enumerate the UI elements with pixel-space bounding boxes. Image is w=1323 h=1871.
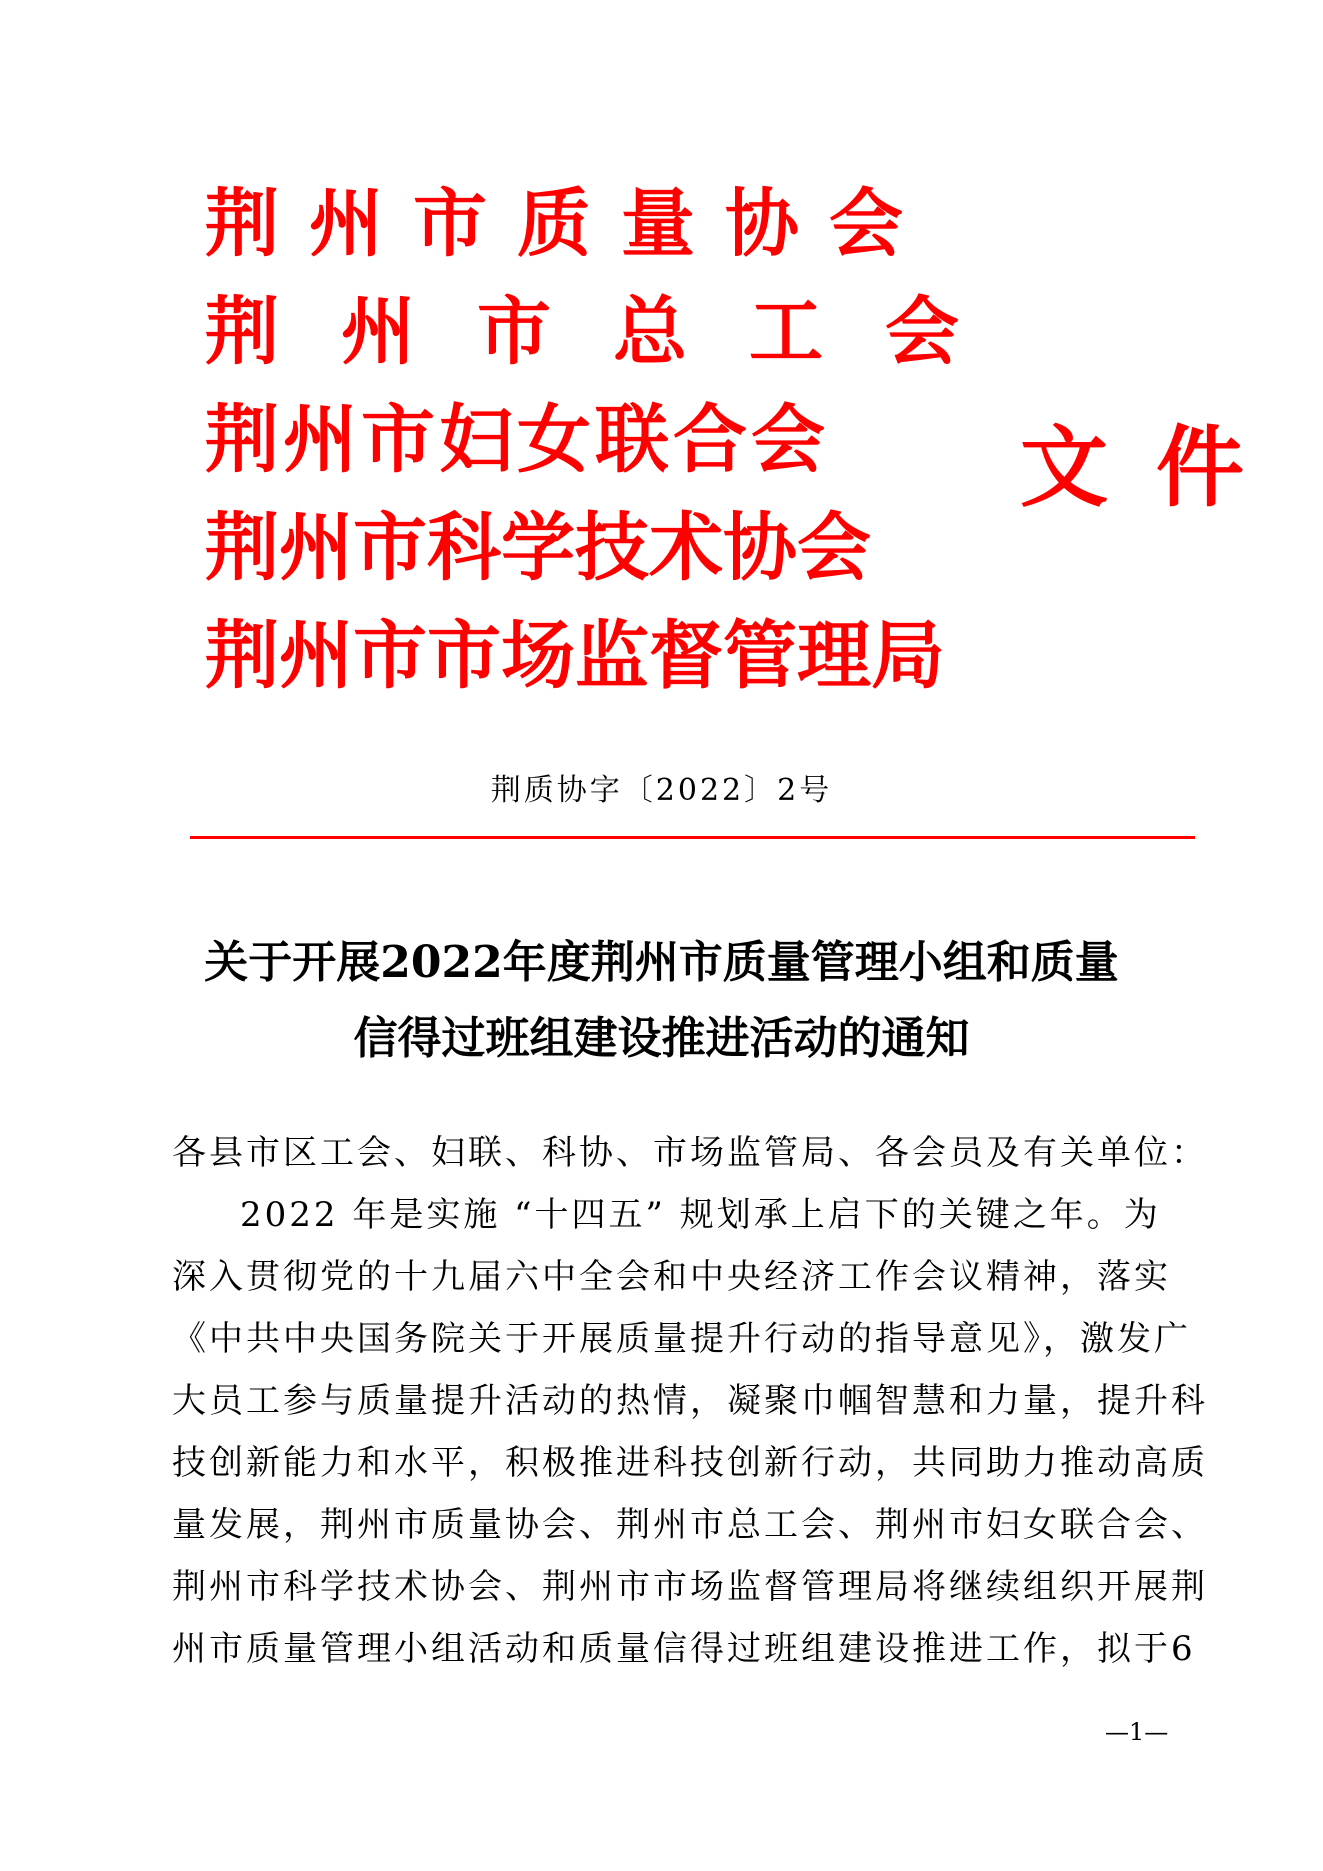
issuer-trade-union: 荆州市总工会 [205,289,1021,375]
paragraph-line: 州市质量管理小组活动和质量信得过班组建设推进工作，拟于6 [172,1629,1196,1669]
page-number: —1— [1105,1718,1169,1746]
issuer-womens-federation: 荆州市妇女联合会 [205,397,829,483]
red-divider [190,836,1195,839]
salutation: 各县市区工会、妇联、科协、市场监管局、各会员及有关单位： [172,1133,1208,1173]
document-suffix: 文件 [1020,416,1293,519]
paragraph-line: 2022 年是实施 “十四五” 规划承上启下的关键之年。为 [240,1195,1161,1235]
paragraph-line: 量发展，荆州市质量协会、荆州市总工会、荆州市妇女联合会、 [172,1505,1208,1545]
paragraph-line: 深入贯彻党的十九届六中全会和中央经济工作会议精神，落实 [172,1257,1171,1297]
document-body [172,1122,1208,1680]
issuer-science-association: 荆州市科学技术协会 [205,505,871,591]
paragraph-line: 技创新能力和水平，积极推进科技创新行动，共同助力推动高质 [172,1443,1208,1483]
document-number: 荆质协字〔2022〕2号 [490,773,833,808]
title-line-1: 关于开展2022年度荆州市质量管理小组和质量 [204,937,1119,988]
issuer-market-regulation: 荆州市市场监督管理局 [205,613,945,699]
document-title [120,925,1203,1077]
paragraph-line: 荆州市科学技术协会、荆州市市场监督管理局将继续组织开展荆 [172,1567,1208,1607]
paragraph-line: 大员工参与质量提升活动的热情，凝聚巾帼智慧和力量，提升科 [172,1381,1208,1421]
title-line-2: 信得过班组建设推进活动的通知 [353,1013,970,1064]
issuer-quality-association: 荆州市质量协会 [205,181,933,267]
paragraph-line: 《中共中央国务院关于开展质量提升行动的指导意见》，激发广 [172,1319,1191,1359]
issuer-header [205,170,1021,710]
